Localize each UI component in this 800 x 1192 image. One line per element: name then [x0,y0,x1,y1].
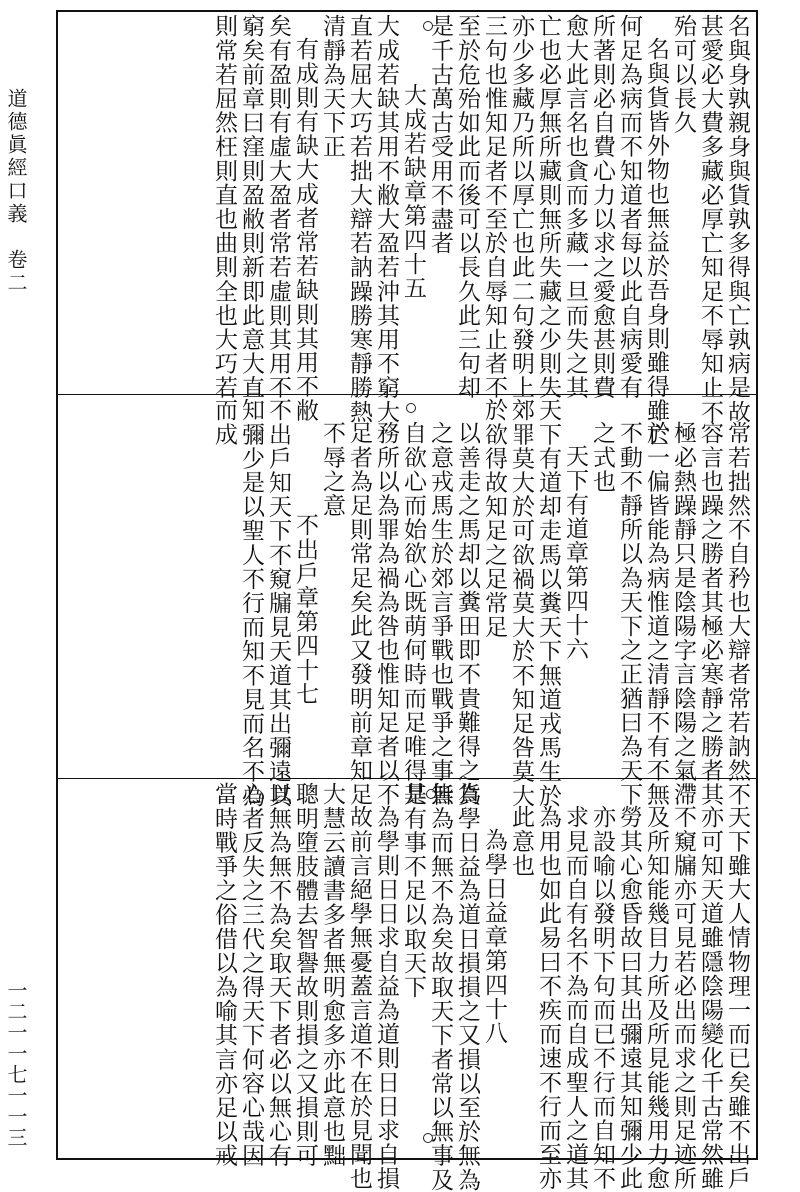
text-column: 不出戶章第四十七 [292,513,318,706]
text-column: 自欲心而始欲心既萌何時而足唯得是 [400,421,426,807]
text-column: 殆可以長久 [670,14,696,135]
text-column: 容言也躁之勝者其極必寒靜之勝者其 [697,421,723,807]
text-column: 亡也必厚無所藏則無所失藏之少則失 [535,14,561,400]
text-column: 郊罪莫大於可欲禍莫大於不知足咎莫大 [508,398,534,808]
running-title: 道德眞經口義 卷二 [4,88,28,295]
text-column: 不動不靜所以為天下之正猶曰為天下 [616,421,642,807]
text-column: 極必熱躁靜只是陰陽字言陰陽之氣滯 [670,421,696,807]
text-column: 以無為無不為矣取天下者必以無心有 [265,782,291,1168]
text-column: 清靜為天下正 [319,14,345,159]
text-column: 三句也惟知足者不至於自辱知止者不 [481,14,507,400]
text-column: 則常若屈然枉則直也曲則全也大巧若 [211,14,237,400]
text-column: 之意戎馬生於郊言爭戰也戰爭之事皆 [427,421,453,807]
text-column: 常若拙然不自矜也大辯者常若訥然不 [724,421,750,807]
text-column: 其有事不足以取天下 [400,782,426,999]
text-column: 有成則有缺大成者常若缺則其用不敝 [292,37,318,423]
text-column: 足者為足則常足矣此又發明前章知足 [346,421,372,807]
text-column: 何足為病而不知道者每以此自病愛有 [616,14,642,400]
text-column: 無為而無不為矣故取天下者常以無事及 [427,782,453,1192]
text-column: 天下有道章第四十六 [562,444,588,661]
text-column: 故前言絕學無憂蓋言道不在於見聞也 [346,805,372,1191]
text-column: 名與貨皆外物也無益於吾身則雖得雖亡 [643,37,669,447]
text-column: 知彌少是以聖人不行而知不見而名不為 [238,398,264,808]
text-column: 大慧云讀書多者無明愈多亦此意也黜 [319,782,345,1168]
text-column: 求見而自有名不為而自成聖人之道其 [562,805,588,1191]
text-column: 此意也 [508,805,534,878]
text-column: 不辱之意 [319,421,345,518]
text-column: 天下雖大人情物理一而已矣雖不出戶 [724,805,750,1191]
text-column: 不出戶知天下不窺牖見天道其出彌遠其 [265,398,291,808]
text-column: 聰明墮肢體去智譽故則損之又損則可 [292,782,318,1168]
text-column: 是千古萬古受用不盡者 [427,14,453,255]
text-column: 愈大此言名也貪而多藏一旦而失之其 [562,14,588,400]
text-column: 亦少多藏乃所以厚亡也此二句發明上 [508,14,534,400]
text-column: 勞其心愈昏故曰其出彌遠其知彌少此 [616,805,642,1191]
text-column: 矣有盈則有虛大盈者常若虛則其用不 [265,14,291,400]
text-column: 大成若缺章第四十五 [400,83,426,300]
text-column: 為學日益章第四十八 [481,828,507,1045]
text-column: 直若屈大巧若拙大辯若訥躁勝寒靜勝熱 [346,14,372,424]
text-column: 亦設喻以發明下句而已不行而自知不 [589,805,615,1191]
text-column: 大成若缺其用不敝大盈若沖其用不窮大 [373,14,399,424]
text-column: 天下有道却走馬以糞天下無道戎馬生於 [535,398,561,808]
text-column: 至於危殆如此而後可以長久此三句却 [454,14,480,400]
text-column: 及所知能幾目力所及所見能幾用力愈 [643,805,669,1191]
text-column: 於一偏皆能為病惟道之清靜不有不無 [643,421,669,807]
text-column: 為學則日日求自益為道則日日求自損 [373,805,399,1191]
text-column: 於欲得故知足之足常足 [481,398,507,639]
text-column: 務所以為罪為禍為咎也惟知足者以不 [373,421,399,807]
text-column: 窮矣前章曰窪則盈敝則新即此意大直 [238,14,264,400]
text-block-bottom [66,782,750,1192]
text-column: 以善走之馬却以糞田即不貴難得之貨 [454,421,480,807]
text-column: 所著則必自費心力以求之愛愈甚則費 [589,14,615,400]
text-column: 之式也 [589,421,615,494]
text-column: 甚愛必大費多藏必厚亡知足不辱知止不 [697,14,723,424]
text-column: 名與身孰親身與貨孰多得與亡孰病是故 [724,14,750,424]
text-column: 為用也如此易曰不疾而速不行而至亦 [535,805,561,1191]
text-column: 亦可知天道雖隱陰陽變化千古常然雖 [697,805,723,1191]
text-column: 為學日益為道日損損之又損以至於無為 [454,782,480,1192]
text-column: 當時戰爭之俗借以為喻其言亦足以戒 [211,782,237,1168]
text-column: 而成 [211,398,237,447]
text-block-top [66,14,750,447]
text-column: 心者反失之三代之得天下何容心哉因 [238,782,264,1168]
text-column: 不窺牖亦可見若必出而求之則足迹所 [670,805,696,1191]
page-number: 一二一一七一一三 [4,980,28,1148]
text-block-middle [66,398,750,808]
